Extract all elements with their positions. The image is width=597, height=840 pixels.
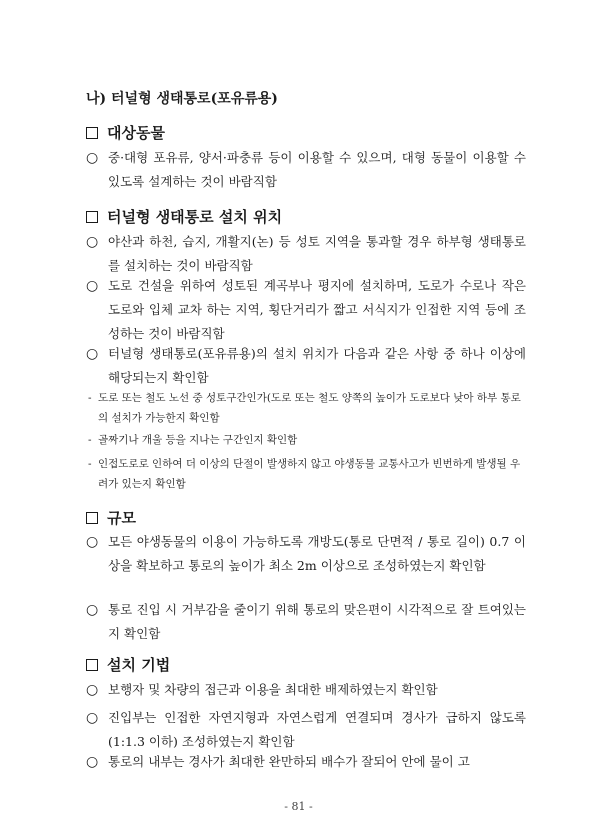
list-item: ○ 통로의 내부는 경사가 최대한 완만하되 배수가 잘되어 안에 물이 고 <box>86 750 526 774</box>
heading-text: 규모 <box>107 509 136 527</box>
circle-bullet-icon: ○ <box>86 346 99 362</box>
list-item: ○ 진입부는 인접한 자연지형과 자연스럽게 연결되며 경사가 급하지 않도록(1:1.3 이하) 조성하였는지 확인함 <box>86 706 526 754</box>
page-number: - 81 - <box>284 800 313 813</box>
heading-scale <box>86 507 136 528</box>
heading-target-animals <box>86 122 165 143</box>
sub-list-item: - 도로 또는 철도 노선 중 성토구간인가(도로 또는 철도 양쪽의 높이가 도로보다 낮아 하부 통로의 설치가 가능한지 확인함 <box>88 392 521 424</box>
square-bullet-icon <box>86 127 98 139</box>
section-subtitle: 나) 터널형 생태통로(포유류용) <box>86 91 278 107</box>
list-item: ○ 야산과 하천, 습지, 개활지(논) 등 성토 지역을 통과할 경우 하부형 생태통로를 설치하는 것이 바람직함 <box>86 230 526 278</box>
square-bullet-icon <box>86 659 98 671</box>
circle-bullet-icon: ○ <box>86 602 99 618</box>
circle-bullet-icon: ○ <box>86 234 99 250</box>
circle-bullet-icon: ○ <box>86 150 99 166</box>
list-item: ○ 통로 진입 시 거부감을 줄이기 위해 통로의 맞은편이 시각적으로 잘 트여있는지 확인함 <box>86 598 526 646</box>
list-item: ○ 터널형 생태통로(포유류용)의 설치 위치가 다음과 같은 사항 중 하나 이상에 해당되는지 확인함 <box>86 342 526 390</box>
circle-bullet-icon: ○ <box>86 754 99 770</box>
heading-text: 터널형 생태통로 설치 위치 <box>107 208 283 226</box>
heading-text: 대상동물 <box>107 124 165 142</box>
list-item: ○ 도로 건설을 위하여 성토된 계곡부나 평지에 설치하며, 도로가 수로나 작은 도로와 입체 교차 하는 지역, 횡단거리가 짧고 서식지가 인접한 지역 등에 조성하는 것이 바람직함 <box>86 274 526 346</box>
square-bullet-icon <box>86 211 98 223</box>
list-item: ○ 보행자 및 차량의 접근과 이용을 최대한 배제하였는지 확인함 <box>86 678 526 702</box>
circle-bullet-icon: ○ <box>86 682 99 698</box>
list-item: ○ 모든 야생동물의 이용이 가능하도록 개방도(통로 단면적 / 통로 길이) 0.7 이상을 확보하고 통로의 높이가 최소 2m 이상으로 조성하였는지 확인함 <box>86 530 526 578</box>
square-bullet-icon <box>86 512 98 524</box>
heading-text: 설치 기법 <box>107 656 171 674</box>
sub-list-item: - 골짜기나 개울 등을 지나는 구간인지 확인함 <box>88 434 298 446</box>
list-item: ○ 중·대형 포유류, 양서·파충류 등이 이용할 수 있으며, 대형 동물이 이용할 수 있도록 설계하는 것이 바람직함 <box>86 146 526 194</box>
heading-install-method <box>86 654 170 675</box>
sub-list-item: - 인접도로로 인하여 더 이상의 단절이 발생하지 않고 야생동물 교통사고가 빈번하게 발생될 우려가 있는지 확인함 <box>88 458 521 490</box>
heading-install-location <box>86 206 282 227</box>
circle-bullet-icon: ○ <box>86 710 99 726</box>
circle-bullet-icon: ○ <box>86 278 99 294</box>
circle-bullet-icon: ○ <box>86 534 99 550</box>
